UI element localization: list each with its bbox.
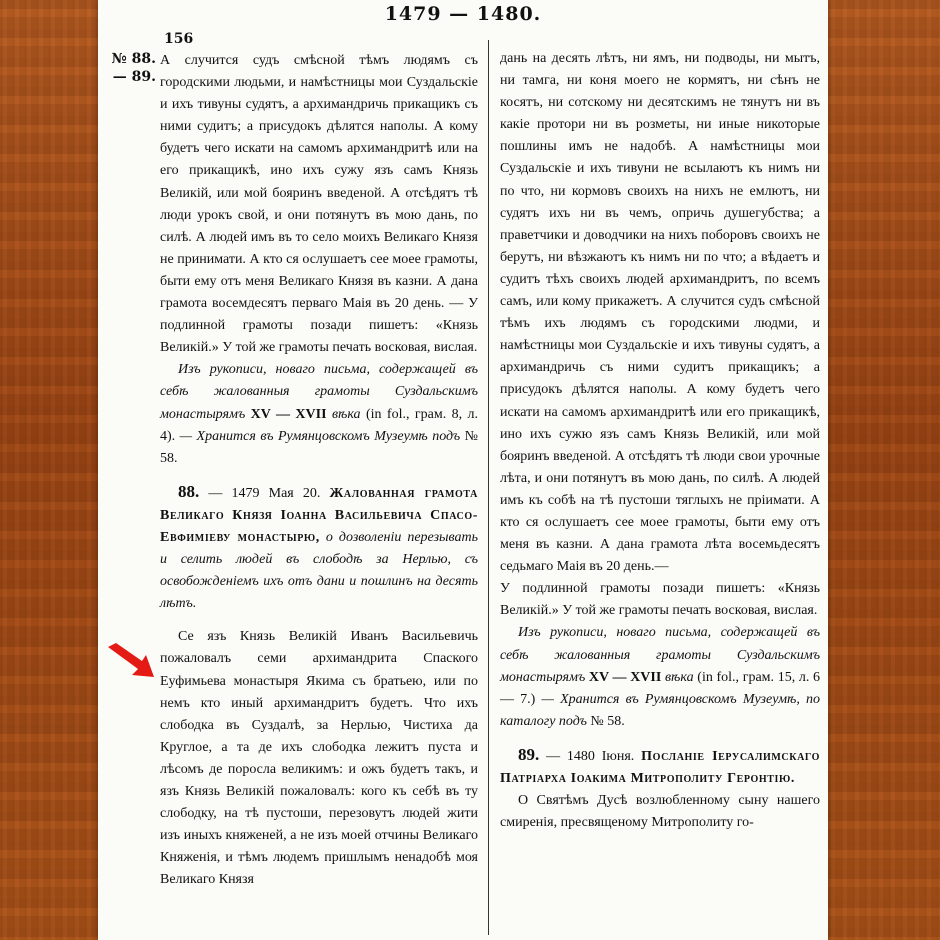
left-column	[160, 50, 478, 891]
margin-document-numbers	[104, 50, 156, 86]
doc-89-body: О Святѣмъ Дусѣ возлюбленному сыну нашего смиренія, пресвященому Митрополиту го-	[500, 793, 820, 831]
page-number: 156	[164, 31, 194, 47]
right-column	[500, 48, 820, 834]
doc-89-number: 89.	[518, 744, 540, 764]
red-arrow-icon	[108, 643, 156, 679]
left-continuation-paragraph: А случится судъ смѣсной тѣмъ людямъ съ городскими людьми, и намѣстницы мои Суздальскіе и ихъ тивуны судятъ, а архимандричь прикащикъ съ ними судитъ; а присудокъ дѣлятся наполы. А кому будетъ чего искати на самомъ архимандритѣ или на его прикащикѣ, ино ихъ сужу язъ самъ Князь Великій, или мой бояринъ введеной. А отсѣдятъ тѣ люди урокъ свой, и они потянутъ въ мою дань, по силѣ. А людей имъ въ то село моихъ Великаго Князя не принимати. А кто ся ослушаетъ сее моее грамоты, быти ему отъ меня Великаго Князя въ казни. А дана грамота восемдесятъ перваго Маія въ 20 день. — У подлинной грамоты позади пишетъ: «Князь Великій.» У той же грамоты печать восковая, вислая.	[160, 53, 478, 356]
right-continuation-paragraph: дань на десять лѣтъ, ни ямъ, ни подводы, ни мытъ, ни тамга, ни коня моего не кормятъ, ни сѣнъ не косятъ, ни сотскому ни десятскимъ не тянутъ ни въ какіе протори ни въ розметы, ни иные никоторые пошлины имъ не надобѣ. А намѣстницы мои Суздальскіе и ихъ тивуни не всылаютъ къ нимъ ни по что, ни кормовъ своихъ на нихъ не емлютъ, ни судятъ ихъ ни въ чемъ, опричь душегубства; а праветчики и доводчики на нихъ поборовъ своихъ не берутъ, ни вѣзжаютъ къ нимъ ни по что; а вѣдаетъ и судитъ тѣхъ своихъ людей архимандритъ, по всемъ самъ, или кому прикажетъ. А случится судъ смѣсной тѣмъ ихъ людямъ съ городскими людми, и намѣстницы мои Суздальскіе и ихъ тивуны судятъ, а архимандричь съ ними судитъ прикащикъ; а присудокъ дѣлятся наполы. А кому будетъ чего искати на самомъ архимандритѣ или его прикащикѣ, ино ихъ сужю язъ самъ Князь Великій, или мой бояринъ введеной. А отсѣдятъ тѣ люди свои урочные лѣта, и они потянутъ въ мою дань, по силѣ. А людей имъ къ собѣ на тѣ пустоши тяглыхъ не пріимати. А кто ся ослушаетъ сее моее грамоты, быти ему отъ меня въ казни. А дана грамота лѣта восемьдесятъ седьмаго Маія въ 20 день.—	[500, 51, 820, 575]
left-source-note: Изъ рукописи, новаго письма, содержащей въ себѣ жалованныя грамоты Суздальскимъ монастырямъ XV — XVII вѣка (in fol., грам. 8, л. 4). — Хранится въ Румянцовскомъ Музеумѣ подъ № 58.	[160, 362, 478, 466]
doc-88-heading	[160, 481, 478, 616]
doc-89-heading	[500, 744, 820, 790]
margin-doc-number-88: № 88.	[111, 51, 156, 67]
running-header-years: 1479 — 1480.	[384, 3, 542, 25]
doc-88-body: Се язъ Князь Великій Иванъ Васильевичь пожаловалъ семи архимандрита Спаского Еуфимьева монастыря Якима съ братьею, или по немъ кто иный архимандритъ будетъ. Что ихъ слободка въ Суздалѣ, за Нерлью, Чистиха да Круглое, а та де ихъ слободка лежитъ пуста и лѣсомъ де поросла великимъ: и ожъ будетъ такъ, и язъ Князь Великій пожаловалъ: кого къ себѣ въ ту слободку, на тѣ пустоши, перезовутъ людей жити изъ иныхъ княженей, а не изъ моей отчины Великаго Княженія, и тѣмъ людемъ пришлымъ ненадобѣ моя Великаго Князя	[160, 629, 478, 888]
doc-88-date: — 1479 Мая 20.	[208, 485, 321, 501]
right-source-note: Изъ рукописи, новаго письма, содержащей въ себѣ жалованныя грамоты Суздальскимъ монастырямъ XV — XVII вѣка (in fol., грам. 15, л. 6 — 7.) — Хранится въ Румянцовскомъ Музеумѣ, по каталогу подъ № 58.	[500, 625, 821, 729]
column-divider	[488, 40, 489, 935]
doc-89-title: Посланіе Іерусалимскаго Патріарха Іоакима Митрополиту Геронтію.	[500, 748, 821, 786]
book-page	[98, 0, 828, 940]
right-signature-paragraph: У подлинной грамоты позади пишетъ: «Князь Великій.» У той же грамоты печать восковая, вислая.	[500, 581, 820, 619]
margin-doc-number-89: — 89.	[112, 69, 156, 85]
doc-88-title: Жалованная грамота Великаго Князя Іоанна Васильевича Спасо-Евфиміеву монастырю,	[160, 485, 478, 545]
doc-88-number: 88.	[178, 481, 200, 501]
doc-89-date: — 1480 Іюня.	[546, 748, 635, 764]
doc-88-description: о дозволеніи перезывать и селить людей въ слободѣ за Нерлью, съ освобожденіемъ ихъ отъ дани и пошлинъ на десять лѣтъ.	[160, 529, 478, 612]
